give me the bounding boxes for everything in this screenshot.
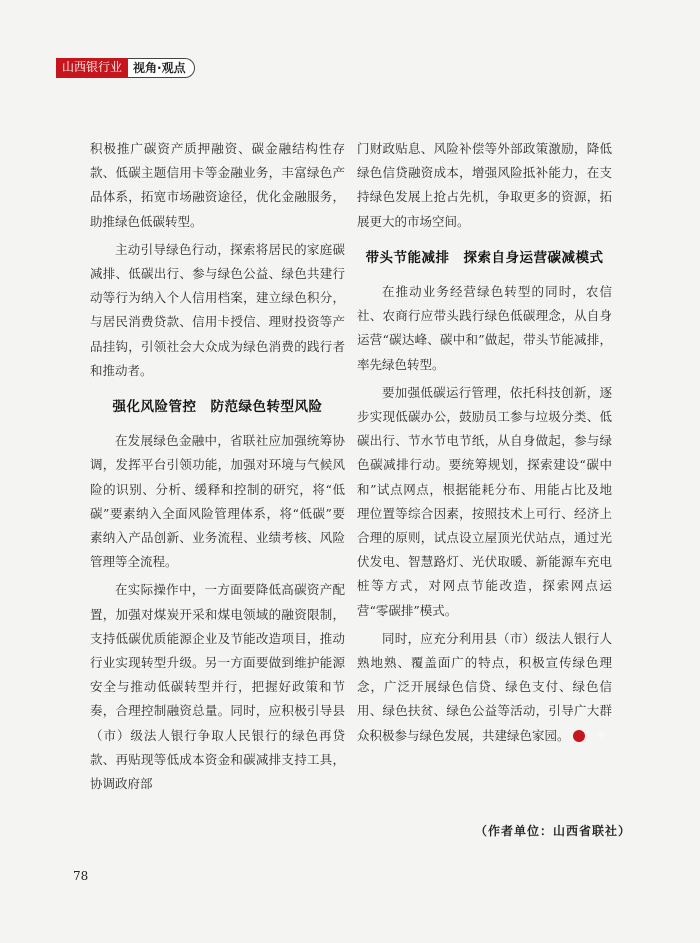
column-label: 视角·观点 — [128, 58, 195, 78]
right-column — [357, 137, 612, 752]
heading-part: 防范绿色转型风险 — [210, 399, 323, 416]
left-column — [90, 137, 345, 800]
paragraph: 要加强低碳运行管理，依托科技创新，逐步实现低碳办公，鼓励员工参与垃圾分类、低碳出行、节水节电节纸，从自身做起，参与绿色碳减排行动。要统筹规划，探索建设“碳中和”试点网点，根据能耗分布、用能占比及地理位置等综合因素，按照技术上可行、经济上合理的原则，试点设立屋顶光伏站点，通过光伏发电、智慧路灯、光伏取暖、新能源车充电桩等方式，对网点节能改造，探索网点运营“零碳排”模式。 — [357, 384, 612, 618]
section-heading — [90, 395, 345, 419]
heading-part: 带头节能减排 — [365, 249, 450, 266]
section-header — [56, 58, 195, 78]
paragraph: 积极推广碳资产质押融资、碳金融结构性存款、低碳主题信用卡等金融业务，丰富绿色产品体系，拓宽市场融资途径，优化金融服务，助推绿色低碳转型。 — [90, 141, 345, 229]
section-heading — [357, 246, 612, 270]
paragraph: 在实际操作中，一方面要降低高碳资产配置，加强对煤炭开采和煤电领域的融资限制，支持低碳优质能源企业及节能改造项目，推动行业实现转型升级。另一方面要做到维护能源安全与推动低碳转型并行，把握好政策和节奏，合理控制融资总量。同时，应积极引导县（市）级法人银行争取人民银行的绿色再贷款、再贴现等低成本资金和碳减排支持工具，协调政府部 — [90, 582, 345, 792]
page-number: 78 — [73, 869, 89, 883]
paragraph: 主动引导绿色行动，探索将居民的家庭碳减排、低碳出行、参与绿色公益、绿色共建行动等行为纳入个人信用档案，建立绿色积分，与居民消费贷款、信用卡授信、理财投资等产品挂钩，引领社会大众成为绿色消费的践行者和推动者。 — [90, 241, 345, 378]
paragraph: 在发展绿色金融中，省联社应加强统筹协调，发挥平台引领功能，加强对环境与气候风险的识别、分析、缓释和控制的研究，将“低碳”要素纳入全面风险管理体系，将“低碳”要素纳入产品创新、业务流程、业绩考核、风险管理等全流程。 — [90, 433, 345, 570]
paragraph — [357, 627, 612, 748]
paragraph-text: 同时，应充分利用县（市）级法人银行人熟地熟、覆盖面广的特点，积极宣传绿色理念，广泛开展绿色信贷、绿色支付、绿色信用、绿色扶贫、绿色公益等活动，引导广大群众积极参与绿色发展，共建绿色家园。 — [357, 630, 612, 743]
end-mark-icon: 中 — [573, 730, 585, 742]
paragraph: 门财政贴息、风险补偿等外部政策激励，降低绿色信贷融资成本，增强风险抵补能力，在支持绿色发展上抢占先机，争取更多的资源，拓展更大的市场空间。 — [357, 141, 612, 229]
paragraph: 在推动业务经营绿色转型的同时，农信社、农商行应带头践行绿色低碳理念，从自身运营“碳达峰、碳中和”做起，带头节能减排，率先绿色转型。 — [357, 284, 612, 372]
author-affiliation: （作者单位：山西省联社） — [475, 824, 632, 838]
brand-label: 山西银行业 — [56, 58, 128, 78]
heading-part: 强化风险管控 — [112, 399, 197, 416]
heading-part: 探索自身运营碳减模式 — [463, 249, 604, 266]
